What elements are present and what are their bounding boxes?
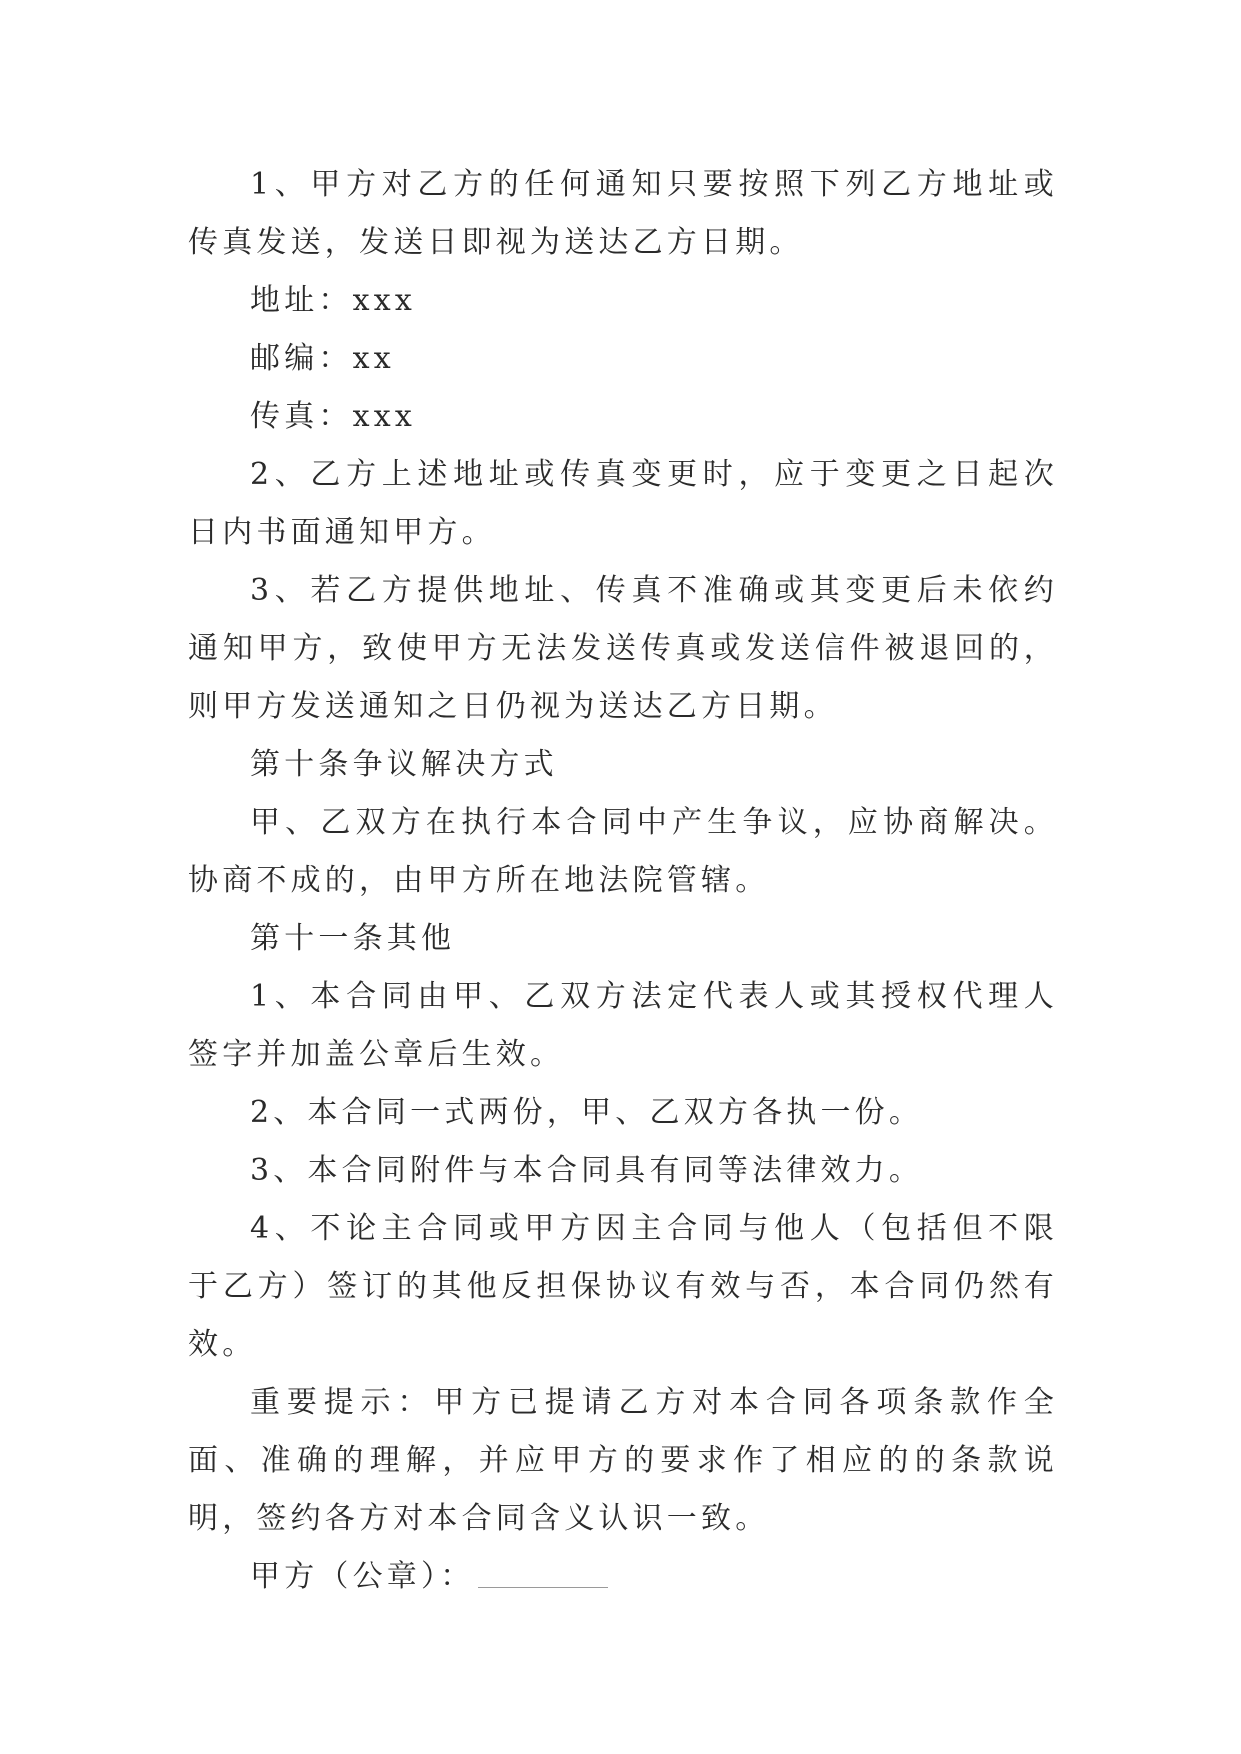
important-notice: 重要提示：甲方已提请乙方对本合同各项条款作全面、准确的理解，并应甲方的要求作了相应的的条款说明，签约各方对本合同含义认识一致。 (188, 1385, 1058, 1536)
address-line: 地址：xxx (250, 283, 416, 318)
fax-line: 传真：xxx (250, 399, 416, 434)
clause-effectiveness: 1、本合同由甲、乙双方法定代表人或其授权代理人签字并加盖公章后生效。 (188, 979, 1058, 1072)
clause-attachments: 3、本合同附件与本合同具有同等法律效力。 (250, 1153, 924, 1188)
clause-inaccurate-info: 3、若乙方提供地址、传真不准确或其变更后未依约通知甲方，致使甲方无法发送传真或发送信件被退回的，则甲方发送通知之日仍视为送达乙方日期。 (188, 573, 1058, 724)
clause-address-change: 2、乙方上述地址或传真变更时，应于变更之日起次日内书面通知甲方。 (188, 457, 1058, 550)
document-page (188, 156, 1058, 1606)
signature-row (188, 1548, 1058, 1606)
signature-label: 甲方（公章）： (250, 1559, 475, 1594)
clause-validity: 4、不论主合同或甲方因主合同与他人（包括但不限于乙方）签订的其他反担保协议有效与否，本合同仍然有效。 (188, 1211, 1058, 1362)
section-heading-other: 第十一条其他 (250, 921, 456, 956)
signature-blank-line (478, 1557, 608, 1588)
clause-copies: 2、本合同一式两份，甲、乙双方各执一份。 (250, 1095, 924, 1130)
postcode-line: 邮编：xx (250, 341, 395, 376)
clause-dispute-resolution: 甲、乙双方在执行本合同中产生争议，应协商解决。协商不成的，由甲方所在地法院管辖。 (188, 805, 1058, 898)
clause-notice-delivery: 1、甲方对乙方的任何通知只要按照下列乙方地址或传真发送，发送日即视为送达乙方日期。 (188, 167, 1058, 260)
section-heading-dispute: 第十条争议解决方式 (250, 747, 558, 782)
